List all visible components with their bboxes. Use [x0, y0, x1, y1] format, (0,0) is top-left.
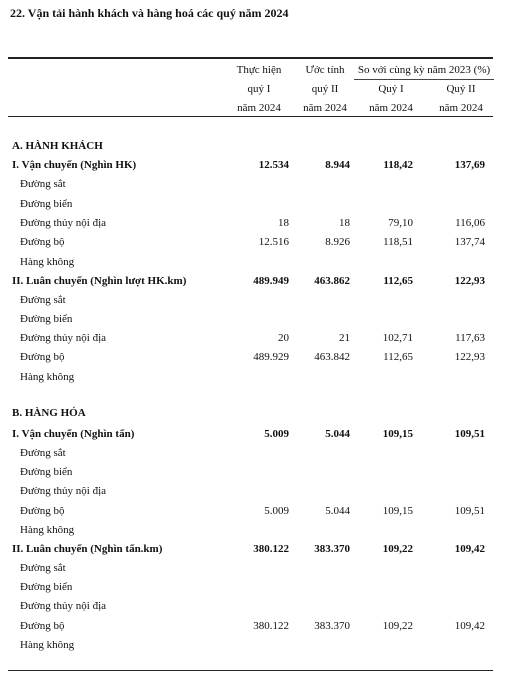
table-bottom-rule [8, 670, 493, 671]
header-compare-q1 [358, 82, 424, 115]
row-label: Đường sắt [20, 562, 66, 574]
cell-estimate-q2: 8.944 [325, 159, 350, 171]
cell-estimate-q2: 383.370 [314, 543, 350, 555]
cell-estimate-q2: 5.044 [325, 505, 350, 517]
row-label: Đường sắt [20, 178, 66, 190]
table-row [8, 233, 493, 252]
header-actual-q1 [228, 63, 290, 115]
cell-compare-q2: 116,06 [455, 217, 485, 229]
cell-estimate-q2: 463.862 [314, 275, 350, 287]
row-label: A. HÀNH KHÁCH [12, 140, 103, 152]
cell-compare-q1: 118,42 [383, 159, 413, 171]
cell-actual-q1: 18 [278, 217, 289, 229]
table-row [8, 175, 493, 194]
cell-compare-q2: 137,69 [454, 159, 485, 171]
cell-compare-q2: 137,74 [454, 236, 485, 248]
header-text: quý II [311, 83, 339, 95]
table-row [8, 578, 493, 597]
header-text: Ước tính [305, 64, 345, 76]
row-label: Đường bộ [20, 505, 65, 517]
row-label: Đường bộ [20, 620, 65, 632]
table-row [8, 425, 493, 444]
cell-actual-q1: 5.009 [264, 428, 289, 440]
cell-actual-q1: 380.122 [253, 543, 289, 555]
cell-actual-q1: 5.009 [264, 505, 289, 517]
header-group-underline [354, 79, 494, 80]
cell-estimate-q2: 463.842 [314, 351, 350, 363]
header-text: Quý II [446, 83, 476, 95]
table-row [8, 291, 493, 310]
header-text: năm 2024 [237, 102, 281, 114]
row-label: II. Luân chuyển (Nghìn tấn.km) [12, 543, 163, 555]
cell-compare-q2: 109,42 [454, 543, 485, 555]
row-label: Đường biển [20, 581, 73, 593]
table-row [8, 559, 493, 578]
header-estimate-q2 [295, 63, 355, 115]
cell-compare-q1: 109,15 [382, 505, 413, 517]
table-row [8, 463, 493, 482]
table-row [8, 540, 493, 559]
row-label: Hàng không [20, 371, 75, 383]
table-row [8, 444, 493, 463]
row-label: Đường bộ [20, 351, 65, 363]
cell-actual-q1: 12.516 [258, 236, 289, 248]
cell-estimate-q2: 5.044 [325, 428, 350, 440]
cell-compare-q1: 109,22 [382, 543, 413, 555]
table-row [8, 521, 493, 540]
cell-compare-q1: 109,22 [382, 620, 413, 632]
cell-estimate-q2: 8.926 [325, 236, 350, 248]
cell-compare-q1: 109,15 [382, 428, 413, 440]
row-label: Đường sắt [20, 447, 66, 459]
table-row [8, 195, 493, 214]
cell-actual-q1: 12.534 [258, 159, 289, 171]
table-row [8, 597, 493, 616]
header-compare-q2 [428, 82, 494, 115]
row-label: Đường biển [20, 198, 73, 210]
row-label: Đường thủy nội địa [20, 600, 107, 612]
cell-compare-q2: 117,63 [455, 332, 485, 344]
table-top-rule [8, 57, 493, 59]
cell-actual-q1: 489.929 [253, 351, 289, 363]
row-label: Đường thủy nội địa [20, 332, 107, 344]
cell-estimate-q2: 18 [339, 217, 350, 229]
table-row [8, 253, 493, 272]
cell-actual-q1: 380.122 [253, 620, 289, 632]
row-label: Đường thủy nội địa [20, 485, 107, 497]
table-row [8, 156, 493, 175]
cell-compare-q2: 109,42 [454, 620, 485, 632]
row-label: Đường bộ [20, 236, 65, 248]
table-row [8, 482, 493, 501]
table-row [8, 329, 493, 348]
row-label: Hàng không [20, 524, 75, 536]
header-bottom-rule [8, 116, 493, 117]
header-comparison-group: So với cùng kỳ năm 2023 (%) [357, 64, 491, 76]
row-label: Đường biển [20, 313, 73, 325]
header-text: năm 2024 [303, 102, 347, 114]
row-label: Hàng không [20, 256, 75, 268]
cell-actual-q1: 20 [278, 332, 289, 344]
row-label: Đường sắt [20, 294, 66, 306]
table-row [8, 348, 493, 367]
row-label: I. Vận chuyển (Nghìn HK) [12, 159, 137, 171]
cell-compare-q1: 112,65 [383, 351, 413, 363]
header-text: quý I [247, 83, 271, 95]
table-row [8, 310, 493, 329]
header-text: năm 2024 [439, 102, 483, 114]
row-label: Đường biển [20, 466, 73, 478]
cell-compare-q1: 112,65 [383, 275, 413, 287]
cell-compare-q2: 109,51 [454, 428, 485, 440]
section-heading [8, 137, 493, 156]
row-label: I. Vận chuyển (Nghìn tấn) [12, 428, 135, 440]
cell-compare-q1: 102,71 [382, 332, 413, 344]
cell-estimate-q2: 383.370 [314, 620, 350, 632]
cell-estimate-q2: 21 [339, 332, 350, 344]
cell-compare-q1: 79,10 [388, 217, 413, 229]
cell-compare-q2: 122,93 [454, 275, 485, 287]
section-heading [8, 404, 493, 423]
cell-compare-q1: 118,51 [383, 236, 413, 248]
cell-actual-q1: 489.949 [253, 275, 289, 287]
cell-compare-q2: 122,93 [454, 351, 485, 363]
header-text: Quý I [378, 83, 404, 95]
page-title: 22. Vận tải hành khách và hàng hoá các quý năm 2024 [10, 6, 289, 20]
row-label: Đường thủy nội địa [20, 217, 107, 229]
cell-compare-q2: 109,51 [454, 505, 485, 517]
table-row [8, 502, 493, 521]
table-row [8, 368, 493, 387]
table-row [8, 214, 493, 233]
header-text: Thực hiện [236, 64, 282, 76]
table-row [8, 617, 493, 636]
table-row [8, 636, 493, 655]
row-label: B. HÀNG HÓA [12, 407, 86, 419]
row-label: II. Luân chuyển (Nghìn lượt HK.km) [12, 275, 187, 287]
header-text: năm 2024 [369, 102, 413, 114]
row-label: Hàng không [20, 639, 75, 651]
table-row [8, 272, 493, 291]
